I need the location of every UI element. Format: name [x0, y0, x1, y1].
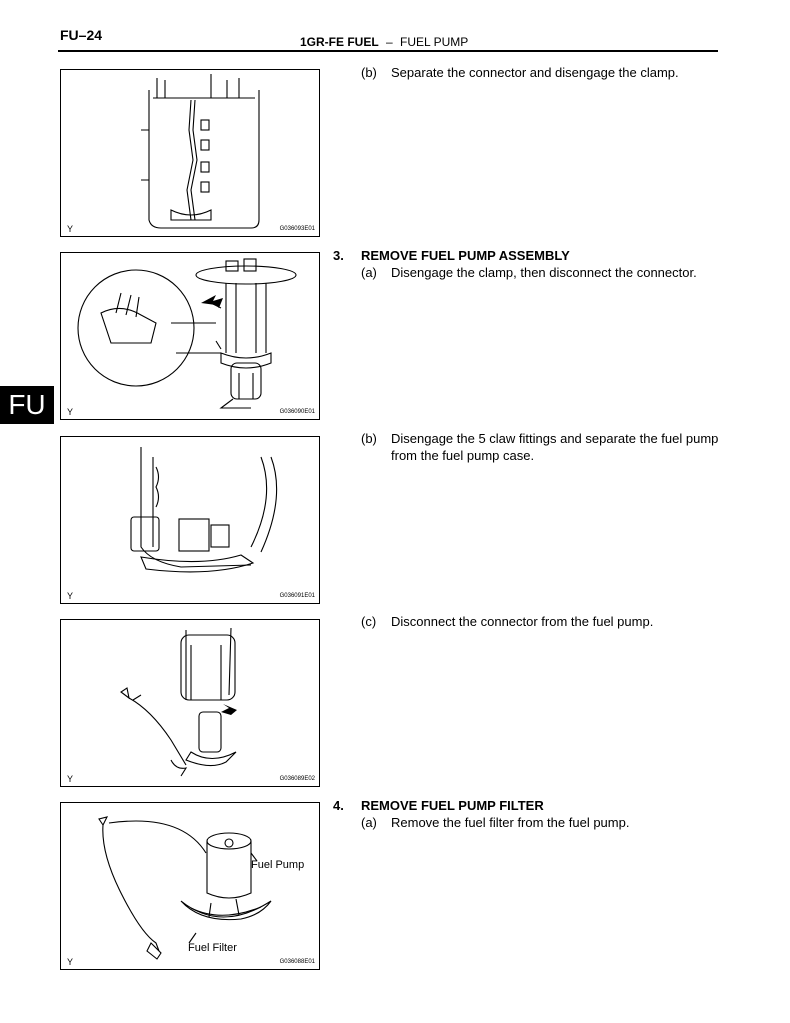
step-4-block: [333, 797, 723, 831]
substep-marker: (b): [361, 65, 377, 80]
substep-text: Disengage the 5 claw fittings and separate the fuel pump from the fuel pump case.: [391, 431, 719, 463]
figure-claw-fittings: [60, 436, 320, 604]
header-section: 1GR-FE FUEL: [300, 35, 379, 49]
substep-1b: [333, 64, 723, 81]
figure-code: G036089E02: [279, 776, 315, 782]
header-separator: –: [386, 35, 393, 49]
substep-text: Disengage the clamp, then disconnect the connector.: [391, 265, 697, 280]
page-number: FU–24: [60, 27, 103, 43]
substep-marker: (a): [361, 265, 377, 280]
figure-fuel-pump-assembly: [60, 252, 320, 420]
substep-text: Remove the fuel filter from the fuel pump.: [391, 815, 630, 830]
substep-3b: [333, 430, 723, 464]
figure-pump-connector: [60, 619, 320, 787]
substep-marker: (c): [361, 614, 377, 629]
step-1b-block: [333, 64, 723, 81]
header-rule: [58, 50, 718, 52]
step-3b-block: [333, 430, 723, 464]
section-tab: FU: [0, 386, 54, 424]
substep-text: Disconnect the connector from the fuel pump.: [391, 614, 654, 629]
step-number: 3.: [333, 248, 344, 263]
substep-3a: [333, 264, 723, 281]
fuel-pump-assembly-drawing: [61, 253, 319, 419]
step-3-block: [333, 247, 723, 281]
substep-text: Separate the connector and disengage the clamp.: [391, 65, 679, 80]
orientation-mark: Y: [67, 957, 74, 967]
step-3c-block: [333, 613, 723, 630]
orientation-mark: Y: [67, 591, 74, 601]
substep-3c: [333, 613, 723, 630]
label-fuel-filter: Fuel Filter: [188, 942, 237, 954]
orientation-mark: Y: [67, 407, 74, 417]
figure-code: G036091E01: [279, 593, 315, 599]
figure-fuel-pump-connector: [60, 69, 320, 237]
label-fuel-pump: Fuel Pump: [251, 859, 305, 871]
step-title: REMOVE FUEL PUMP ASSEMBLY: [361, 248, 570, 263]
figure-code: G036090E01: [279, 409, 315, 415]
pump-connector-drawing: [61, 620, 319, 786]
figure-code: G036088E01: [279, 959, 315, 965]
figure-fuel-filter: [60, 802, 320, 970]
substep-marker: (b): [361, 431, 377, 446]
fuel-pump-case-drawing: [61, 70, 319, 236]
claw-fittings-drawing: [61, 437, 319, 603]
header-subject: FUEL PUMP: [400, 35, 469, 49]
orientation-mark: Y: [67, 224, 74, 234]
figure-code: G036093E01: [279, 226, 315, 232]
step-title: REMOVE FUEL PUMP FILTER: [361, 798, 544, 813]
substep-4a: [333, 814, 723, 831]
page-header: [300, 35, 468, 49]
orientation-mark: Y: [67, 774, 74, 784]
step-4-heading: [333, 797, 723, 814]
step-3-heading: [333, 247, 723, 264]
step-number: 4.: [333, 798, 344, 813]
substep-marker: (a): [361, 815, 377, 830]
